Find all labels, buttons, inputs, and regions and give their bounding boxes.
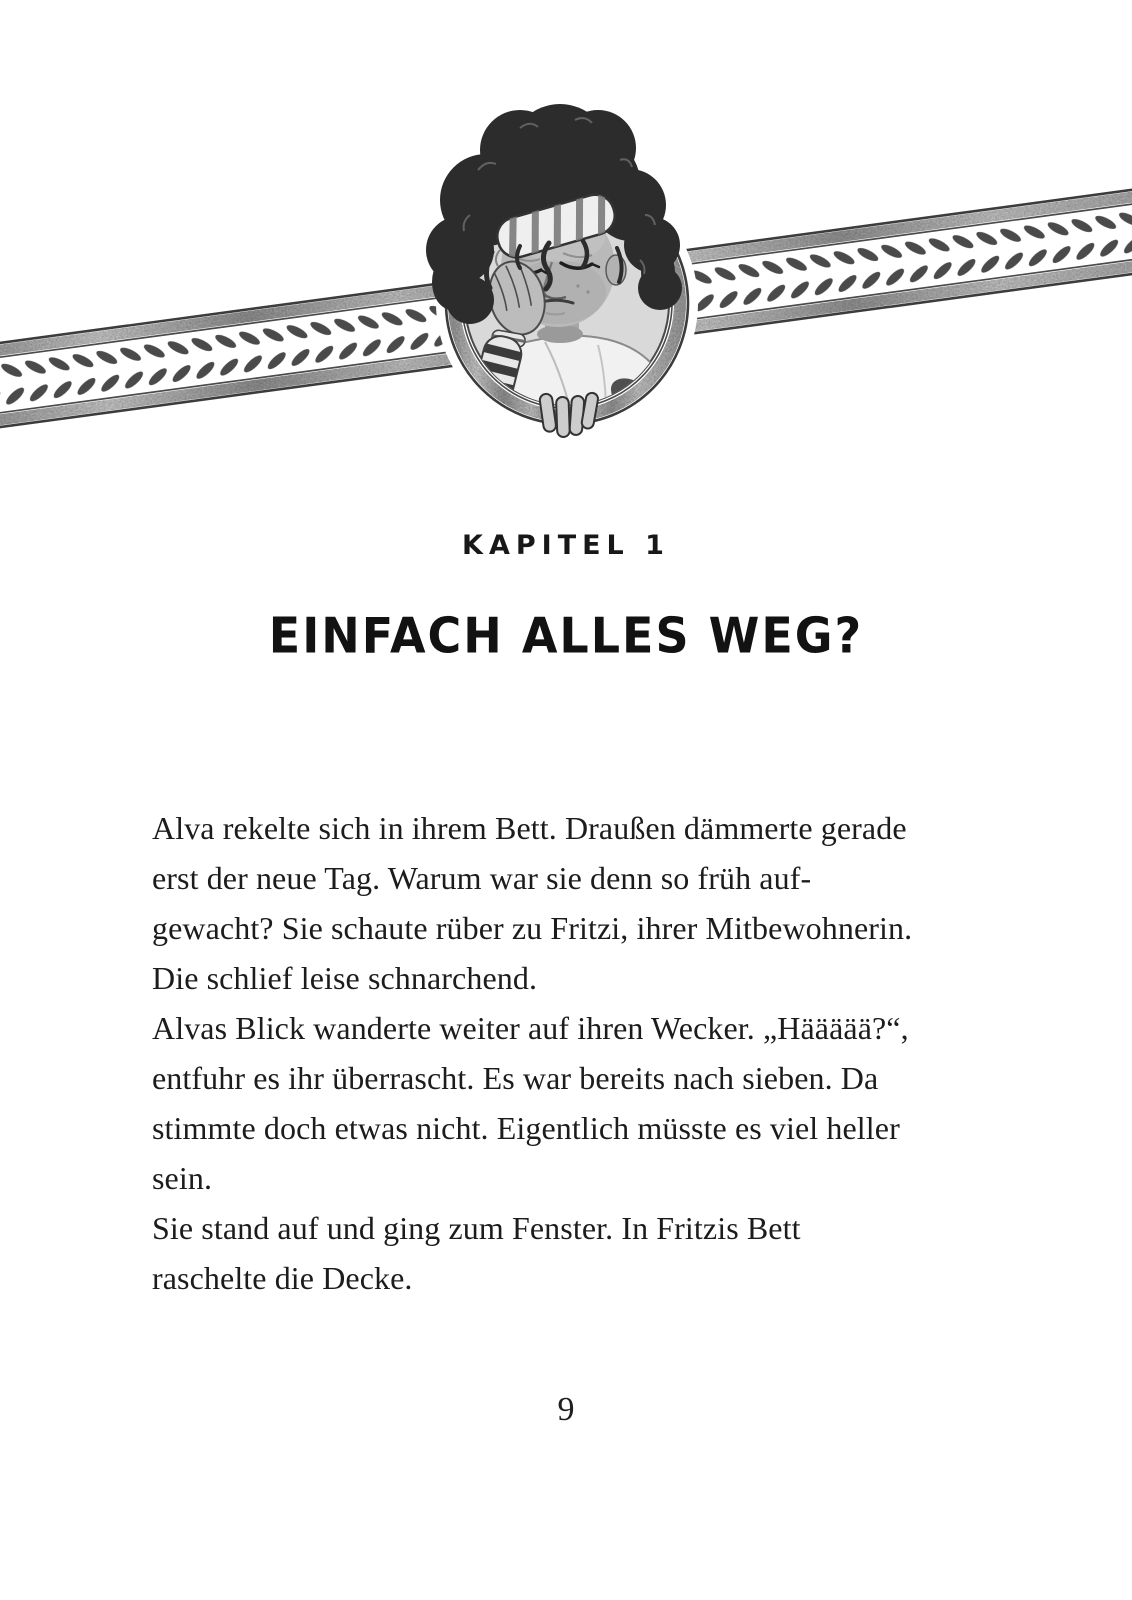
body-line: Alva rekelte sich in ihrem Bett. Draußen dämmerte gerade: [152, 810, 907, 846]
body-line: sein.: [152, 1160, 213, 1196]
body-line: stimmte doch etwas nicht. Eigentlich müsste es viel heller: [152, 1110, 900, 1146]
body-line: Alvas Blick wanderte weiter auf ihren Wecker. „Häääää?“,: [152, 1010, 909, 1046]
chapter-illustration: [0, 0, 1132, 500]
chapter-kicker: KAPITEL 1: [462, 530, 670, 561]
body-text: [152, 803, 1002, 1303]
body-line: erst der neue Tag. Warum war sie denn so früh auf-: [152, 860, 812, 896]
body-line: Sie stand auf und ging zum Fenster. In Fritzis Bett: [152, 1210, 801, 1246]
body-line: gewacht? Sie schaute rüber zu Fritzi, ihrer Mitbewohnerin.: [152, 910, 913, 946]
body-line: raschelte die Decke.: [152, 1260, 413, 1296]
chapter-title: EINFACH ALLES WEG?: [268, 606, 864, 664]
page-number: 9: [557, 1391, 575, 1428]
body-line: Die schlief leise schnarchend.: [152, 960, 538, 996]
body-line: entfuhr es ihr überrascht. Es war bereits nach sieben. Da: [152, 1060, 879, 1096]
